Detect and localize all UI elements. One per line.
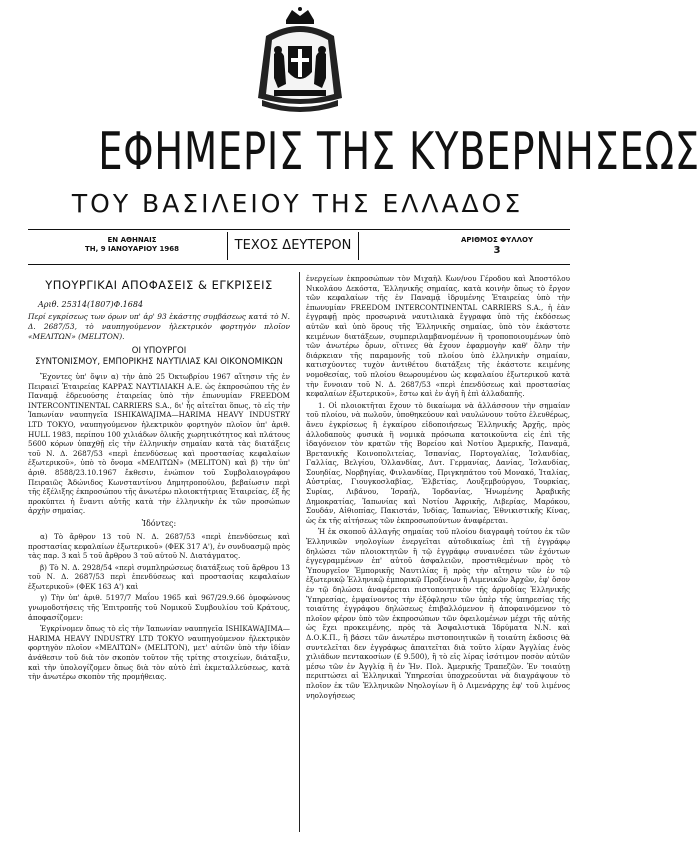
masthead-rule-top xyxy=(28,229,570,230)
left-column xyxy=(28,274,290,684)
sheet-label: ΑΡΙΘΜΟΣ ΦΥΛΛΟΥ xyxy=(460,236,534,244)
paragraph-continuation: ἐνεργείων ἐκπροσώπων τὸν Μιχαὴλ Κων/νου Γέροδου καὶ Ἀποστόλου Νικολάου Δεκόστα, Ἑλληνικῆς σημαίας, κατὰ κοινὴν ὅπως τὸ ἔργον τῶν κεφαλαίων τῆς ἐν Παναμᾷ ἰδρυμένης Ἑταιρείας ὑπὸ τὴν ἐπωνυμίαν FREEDOM INTERCONTINENTAL CARRIERS S.A., ἡ ἐὰν ἐγγραφῇ πρὸς προσωρινὰ ναυτιλιακὰ ἔγγραφα ὑπὸ τῆς ἐκδόσεως αὐτῶν καὶ ὑπὸ ὅρους τῆς Ἑλληνικῆς σημαίας, ὑπὸ τὸν ἑκάστοτε κειμένων διατάξεων, συμπεριλαμβανομένων ἢ τροποποιουμένων ὑπὸ τῶν ἀνωτέρω ὅρων, οἵτινες θὰ ἔχουν ἐφαρμογὴν καθ' ὅλην τὴν διάρκειαν τῆς παραμονῆς τοῦ πλοίου ὑπὸ ἑλληνικὴν σημαίαν, κατισχύοντες τυχὸν ἀντιθέτου διατάξεις τῆς ἑκάστοτε κειμένης νομοθεσίας, τοῦ πλοίου θεωρουμένου ὡς κεφαλαίου ἐξωτερικοῦ κατὰ τὴν ἔννοιαν τοῦ Ν. Δ. 2687/53 «περὶ ἐπενδύσεως καὶ προστασίας κεφαλαίων ἐξωτερικοῦ», ἔστω καὶ ἐν ἀγῆ ἢ ἐπὶ ἀλλαδαπῆς. xyxy=(306,274,570,399)
issue-date: ΤΗ, 9 ΙΑΝΟΥΑΡΙΟΥ 1968 xyxy=(84,245,180,253)
gazette-title: ΕΦΗΜΕΡΙΣ ΤΗΣ ΚΥΒΕΡΝΗΣΕΩΣ xyxy=(98,122,700,182)
gazette-subtitle: ΤΟΥ ΒΑΣΙΛΕΙΟΥ ΤΗΣ ΕΛΛΑΔΟΣ xyxy=(71,189,524,218)
section-label-having-seen: Ἰδόντες: xyxy=(141,518,177,528)
royal-coat-of-arms-icon xyxy=(252,6,348,118)
paragraph-1: 1. Οἱ πλοιοκτῆται ἔχουν τὸ δικαίωμα νὰ ἀλλάσσουν τὴν σημαίαν τοῦ πλοίου, νὰ πωλοῦν, ὑποθηκεύουν καὶ ναυλώνουν τοῦτο ἐλευθέρως, ἄνευ ἐγκρίσεως ἢ ἐγκαίρου εἰδοποιήσεως Ἑλληνικῆς Ἀρχῆς, πρὸς ἀλλοδαποὺς φυσικὰ ἢ νομικὰ πρόσωπα κατοικοῦντα εἰς ἐπὶ τῆς ἰδαγόνειον τὸν κρατῶν τῆς Βορείου καὶ Νοτίου Ἀμερικῆς, Παναμᾶ, Βρετανικῆς Κοινοπολιτείας, Ἰσπανίας, Πορτογαλίας, Ἰσλανδίας, Γαλλίας, Βελγίου, Ὁλλανδίας, Δυτ. Γερμανίας, Δανίας, Ἰσλανδίας, Σουηδίας, Νορβηγίας, Φινλανδίας, Πριγκηπάτου τοῦ Μονακό, Ἰταλίας, Αὐστρίας, Γιουγκοσλαβίας, Ἑλβετίας, Λουξεμβούργου, Τουρκίας, Συρίας, Λιβάνου, Ἰσραήλ, Ἰορδανίας, Ἡνωμένης Ἀραβικῆς Δημοκρατίας, Ἰαπωνίας καὶ Νοτίου Ἀφρικῆς, Λιβερίας, Μαρόκου, Σουδάν, Αἰθιοπίας, Πακιστάν, Ἰνδίας, Ἰαπωνίας, Ἐθνικιστικῆς Κίνας, ὡς ἐκ τῆς αἰτήσεως τῶν ἐκπροσωπούντων ἀναφέρεται. xyxy=(306,400,570,525)
paragraph-2: Ἡ ἐκ σκοποῦ ἀλλαγῆς σημαίας τοῦ πλοίου διαγραφὴ τούτου ἐκ τῶν Ἑλληνικῶν νηολογίων ἐνεργεῖται αὐτοδικαίως ἐπὶ τῇ ἐγγράφῳ δηλώσει τῶν πλοιοκτητῶν ἢ τῷ ἐγγράφῳ συναινέσει τῶν ἐχόντων ἐγγεγραμμένων ἐπ' αὐτοῦ ἀσφαλειῶν, προστιθεμένων πρὸς τὸ Ὑπουργεῖον Ἐμπορικῆς Ναυτιλίας ἢ πρὸς τὴν αἴτησιν τῶν ἐν τῷ ἐξωτερικῷ Ἑλληνικῷ ἐμπορικῷ Προξένων ἢ Λιμενικῶν Ἀρχῶν, ἐφ' ὅσον ἐν τῷ δηλώσει ἀναφέρεται πιστοποιητικὸν τῆς ἁρμοδίας Ἑλληνικῆς Ὑπηρεσίας, ἐμφαίνοντος τὴν ἐξόφλησιν τῶν ὑπὲρ τῆς ὑπηρεσίας τῆς τοιαύτης ἐγγράφου δηλώσεως ἐπιβαλλόμενον ἢ ἀποφαινόμενον τὸ πλοῖον φέρον ὑπὸ τῶν ἐκπροσώπων τῶν ὀφειλομένων μέχρι τῆς αὐτῆς ὡς ἔχει προκειμένης, πρὸς τὰ Ἀσφαλιστικὰ Ἱδρύματα Ν.Ν. καὶ Δ.Ο.Κ.Π., ἢ βάσει τῶν ἀνωτέρω πιστοποιητικῶν ἢ τοιαύτη ἐκδοσις θὰ συντελεῖται δεν ἐγγράφως ἀπαιτεῖται διὰ τοῦτο λίραν Ἀγγλίας ἑνὸς χιλιάδων πεντακοσίων (£ 9.500), ἢ τὸ εἰς λίρας ἰσότιμον ποσὸν αὐτῶν μέσω τῶν ἐν Ἀγγλίᾳ ἢ ἐν Ἡν. Πολ. Ἀμερικῆς Τραπεζῶν. Ἐν τοιαύτῃ περιπτώσει αἱ Ἑλληνικαὶ Ὑπηρεσίαι ὑποχρεοῦνται νὰ διαγράψουν τὸ πλοῖον ἐκ τῶν Ἑλληνικῶν Νηολογίων ἢ ὁ Λιμενάρχης ἐφ' τοῦ λιμένος νηολογήσεως xyxy=(306,527,570,700)
column-divider xyxy=(299,272,300,832)
section-heading: ΥΠΟΥΡΓΙΚΑΙ ΑΠΟΦΑΣΕΙΣ & ΕΓΚΡΙΣΕΙΣ xyxy=(45,278,273,292)
paragraph-approve: Ἐγκρίνομεν ὅπως τὸ εἰς τὴν Ἰαπωνίαν ναυπηγεῖα ISHIKAWAJIMA—HARIMA HEAVY INDUSTRY LTD TOKYO ναυπηγούμενον ἠλεκτρικὸν φορτηγὸν πλοῖον «ΜΕΛΙΤΩΝ» (MELITON), μετ' αὐτῶν ὑπὸ τὴν ἰδίαν ἀνάθεσιν τοῦ διὰ τὸν σκοπὸν τοῦτον τῆς τρίτης στοιχείων, διάταξιν, καὶ τὴν ὑπολογίζομεν ὅπως διὰ τὸν αὐτὸ ἐπὶ ἐκμεταλλεύσεως, κατὰ τὴν ἀνωτέρω σκοπὸν τῆς προμήθειας. xyxy=(28,624,290,682)
paragraph-a: α) Τὸ ἄρθρον 13 τοῦ Ν. Δ. 2687/53 «περὶ ἐπενδύσεως καὶ προστασίας κεφαλαίων ἐξωτερικοῦ» (ΦΕΚ 317 Α'), ἐν συνδυασμῷ πρὸς τὰς παρ. 3 καὶ 5 τοῦ ἄρθρου 3 τοῦ αὐτοῦ Ν. Διατάγματος. xyxy=(28,531,290,561)
issue-part: ΤΕΧΟΣ ΔΕΥΤΕΡΟΝ xyxy=(227,232,359,260)
authority-title: ΟΙ ΥΠΟΥΡΓΟΙ xyxy=(131,346,187,356)
decision-subject: Περί εγκρίσεως των όρων υπ' ἀρ' 93 ἐκάστης συμβάσεως κατά τὸ Ν. Δ. 2687/53, τὸ ναυπηγούμενον ἠλεκτρικὸν φορτηγὸν πλοῖον «ΜΕΛΙΤΩΝ» (MELITON). xyxy=(28,312,290,341)
issue-place-date xyxy=(72,236,192,254)
authority-ministries: ΣΥΝΤΟΝΙΣΜΟΥ, ΕΜΠΟΡΙΚΗΣ ΝΑΥΤΙΛΙΑΣ ΚΑΙ ΟΙΚΟΝΟΜΙΚΩΝ xyxy=(35,357,283,367)
decision-reference: Αριθ. 25314(1807)Φ.1684 xyxy=(38,300,144,309)
issue-place: ΕΝ ΑΘΗΝΑΙΣ xyxy=(107,236,157,244)
paragraph-considering: Ἔχοντες ὑπ' ὄψιν α) τὴν ἀπὸ 25 Ὀκτωβρίου 1967 αἴτησιν τῆς ἐν Πειραιεῖ Ἑταιρείας ΚΑΡΡΑΣ ΝΑΥΤΙΛΙΑΚΗ Α.Ε. ὡς ἐκπροσώπου τῆς ἐν Παναμᾷ ἐδρευούσης ἑταιρείας ὑπὸ τὴν ἐπωνυμίαν FREEDOM INTERCONTINENTAL CARRIERS S.A., δι' ἧς αἰτεῖται ὅπως, τὸ εἰς τὴν Ἰαπωνίαν ναυπηγεῖα ISHIKAWAJIMA—HARIMA HEAVY INDUSTRY LTD TOKYO, ναυπηγούμενον ἠλεκτρικὸν φορτηγὸν πλοῖον ὑπ' ἀριθ. HULL 1983, περίπου 100 χιλιάδων ὁλικῆς χωρητικότητος καὶ πλάτους 5600 κόρων ὑπαχθῇ εἰς τὴν ἑλληνικὴν σημαίαν κατὰ τὰς διατάξεις τοῦ Ν. Δ. 2687/53 «περὶ ἐπενδύσεως καὶ προστασίας κεφαλαίων ἐξωτερικοῦ», ὑπὸ τὸ ὄνομα «ΜΕΛΙΤΩΝ» (MELITON) καὶ β) τὴν ὑπ' ἀριθ. 8588/23.10.1967 ἔκθεσιν, ἐνώπιον τοῦ Συμβολαιογράφου Πειραιῶς Ἀδώνιδος Κωνσταντίνου Δημητροπούλου, βεβαίωσιν περὶ τῆς ἐξέλιξης ἐκπροσώπου τῆς ἀνωτέρω πλοιοκτήτριας Ἑταιρείας, ἐξ ἧς προκύπτει ἡ ἔναντι αὐτῆς κατὰ τὴν ἑλληνικὴν ἐκ τῶν προσώπων ἀρχὴν σημαίας. xyxy=(28,372,290,516)
sheet-number: 3 xyxy=(493,245,501,256)
paragraph-b: β) Τὸ Ν. Δ. 2928/54 «περὶ συμπληρώσεως διατάξεως τοῦ ἄρθρου 13 τοῦ Ν. Δ. 2687/53 περὶ ἐπενδύσεως καὶ προστασίας κεφαλαίων ἐξωτερικοῦ» (ΦΕΚ 163 Α') καὶ xyxy=(28,562,290,591)
masthead-rule-bottom xyxy=(28,264,570,265)
right-column xyxy=(306,274,570,702)
paragraph-c: γ) Τὴν ὑπ' ἀριθ. 5197/7 Μαΐου 1965 καὶ 967/29.9.66 ὁμοφώνους γνωμοδοτήσεις τῆς Ἐπιτροπῆς τοῦ Νομικοῦ Συμβουλίου τοῦ Κράτους, ἀποφασίζομεν: xyxy=(28,593,290,622)
issue-info-row xyxy=(52,232,562,266)
sheet-info xyxy=(447,236,547,257)
